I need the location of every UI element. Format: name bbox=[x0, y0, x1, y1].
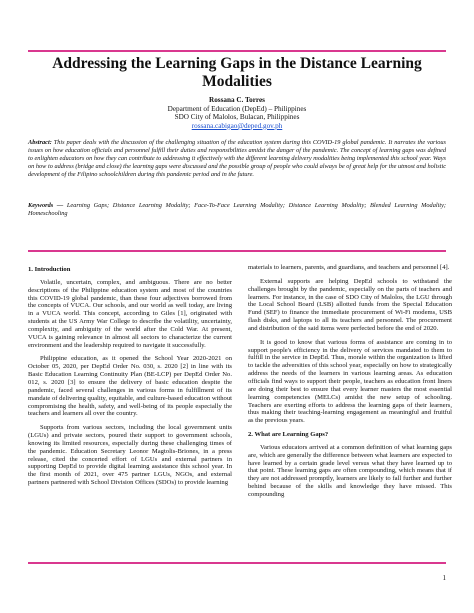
top-divider bbox=[28, 50, 446, 52]
page-number: 1 bbox=[442, 574, 446, 582]
keywords-text: Learning Gaps; Distance Learning Modality; Face-To-Face Learning Modality; Distance Learning Modality; Blended Learning Modality; Homeschooling bbox=[28, 202, 446, 218]
abstract-label: Abstract: bbox=[28, 139, 52, 146]
paper-title: Addressing the Learning Gaps in the Distance Learning Modalities bbox=[52, 55, 422, 90]
keywords-label: Keywords — bbox=[28, 202, 64, 209]
author-name: Rossana C. Torres bbox=[209, 96, 265, 104]
section-heading-learning-gaps: 2. What are Learning Gaps? bbox=[248, 431, 329, 439]
author-office: SDO City of Malolos, Bulacan, Philippines bbox=[174, 113, 300, 122]
abstract bbox=[28, 139, 446, 179]
paragraph: Philippine education, as it opened the School Year 2020-2021 on October 05, 2020, per DepEd Order No. 030, s. 2020 [2] in line with its Basic Education Learning Continuity Plan (BE-LCP) per DepEd Order No. 012, s. 2020 [3] to ensure the delivery of basic education despite the pandemic, faced several challenges in various forms in fulfillment of its mandate of delivering quality, equitable, and culture-based education without compromising the health, safety, and well-being of its people especially the teachers and learners all over the country. bbox=[28, 355, 232, 418]
paragraph: Various educators arrived at a common definition of what learning gaps are, which are generally the difference between what learners are expected to have learned by a certain grade level versus what they have learned up to that point. These learning gaps are often compounding, which means that if they are not addressed promptly, learners are likely to fall further and further behind because of the skills and knowledge they have missed. This compounding bbox=[248, 443, 452, 498]
author-affiliation: Department of Education (DepEd) – Philippines bbox=[167, 104, 307, 113]
author-block bbox=[28, 96, 446, 130]
abstract-text: This paper deals with the discussion of the challenging situation of the education system during this COVID-19 global pandemic. It narrates the various issues on how education officials and personnel fulfill their duties and responsibilities amidst the danger of the pandemic. The concept of learning gaps was defined to enlighten educators on how they can contribute to addressing it effectively with the different learning delivery modalities being implemented this school year. Ways on how to address (bridge and close) the learning gaps were discussed and the possible group of people who could always be of great help for the utmost and holistic development of the Filipino schoolchildren during this pandemic period and in the future. bbox=[28, 139, 447, 179]
paragraph: Volatile, uncertain, complex, and ambiguous. There are no better descriptions of the Philippine education system and most of the countries this COVID-19 global pandemic, than these four adjectives borrowed from the concepts of VUCA. Our schools, and our world as well today, are living in a VUCA world. This concept, according to Giles [1], originated with students at the US Army War College to describe the volatility, uncertainty, complexity, and ambiguity of the world after the Cold War. At present, VUCA is gaining relevance in almost all sectors to characterize the current environment and the leadership required to navigate it successfully. bbox=[28, 278, 232, 349]
middle-divider bbox=[28, 250, 446, 252]
paragraph: External supports are helping DepEd schools to withstand the challenges brought by the pandemic, especially on the parts of teachers and learners. For instance, in the case of SDO City of Malolos, the LGU through the Local School Board (LSB) allotted funds from the Special Education Fund (SEF) to finance the immediate procurement of Wi-Fi modems, USB flash disks, and laptops to all its teachers and personnel. The procurement and distribution of the said items were perfected before the end of 2020. bbox=[248, 277, 452, 332]
paragraph-continued: materials to learners, parents, and guardians, and teachers and personnel [4]. bbox=[248, 264, 450, 271]
right-column bbox=[248, 264, 452, 505]
left-column bbox=[28, 264, 232, 493]
author-email-link[interactable]: rossana.cabigao@deped.gov.ph bbox=[191, 121, 283, 130]
bottom-divider bbox=[28, 562, 446, 564]
paragraph: Supports from various sectors, including the local government units (LGUs) and private sectors, poured their support to government schools, knowing its limited resources, especially during these challenging times of the pandemic. Education Secretary Leonor Magtolis-Briones, in a press release, cited the concerted effort of LGUs and external partners in supporting DepEd to provide digital learning assistance this school year. In the first month of 2021, over 475 partner LGUs, NGOs, and external partners partnered with School Division Offices (SDOs) to provide learning bbox=[28, 424, 232, 487]
section-heading-introduction: 1. Introduction bbox=[28, 266, 71, 273]
paragraph: It is good to know that various forms of assistance are coming in to support people's efficiency in the delivery of services mandated to them to fulfill in the service in DepEd. Thus, morale within the organization is lifted to tackle the adversities of this school year, especially on how to strategically address the needs of the learners in various learning areas. As education officials find ways to support their people, teachers as education front liners are doing their best to ensure that every learner masters the most essential learning competencies (MELCs) amidst the new setup of schooling. Teachers are exerting efforts to address the learning gaps of their learners, thus making their teaching-learning engagement as meaningful and fruitful as the previous years. bbox=[248, 338, 452, 425]
keywords bbox=[28, 202, 446, 218]
